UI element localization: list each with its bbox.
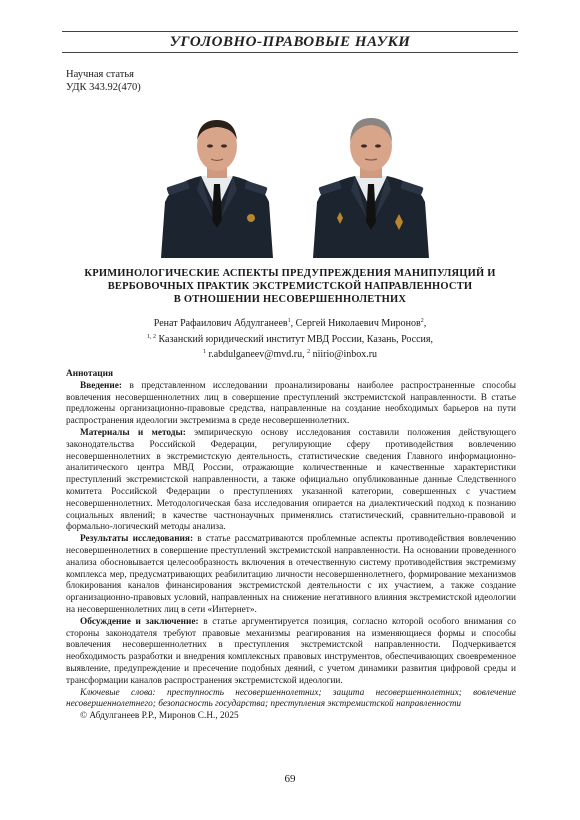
author-1-name: Ренат Рафаилович Абдулганеев [153,318,288,329]
header-rule-top [62,31,518,32]
introduction-text: в представленном исследовании проанализированы наиболее распространенные способы вовлечения несовершеннолетних лиц в совершение преступлений экстремистской направленности. В статье предложены организационно-правовые средства, направленные на создание необходимых барьеров на пути распространения идеологии экстремизма в среде несовершеннолетних. [66,380,517,427]
abstract-results [66,534,516,617]
email-1-sup: 1 [202,349,206,355]
title-line-2: ВЕРБОВОЧНЫХ ПРАКТИК ЭКСТРЕМИСТСКОЙ НАПРАВЛЕННОСТИ [107,281,473,292]
officer-portrait-2 [307,110,435,258]
title-line-3: В ОТНОШЕНИИ НЕСОВЕРШЕННОЛЕТНИХ [173,294,407,305]
email-2[interactable]: niirio@inbox.ru [312,349,378,360]
article-title [70,267,510,306]
copyright: © Абдулганеев Р.Р., Миронов С.Н., 2025 [80,711,239,722]
author-photo-abdulganeev [153,110,281,258]
header-rule-bottom [62,52,518,53]
journal-section-header: УГОЛОВНО-ПРАВОВЫЕ НАУКИ [169,34,411,50]
emails: $^1$ r.abdulganeev@mvd.ru, $^2$ niirio@inbox.ru [202,349,378,360]
author-photo-mironov [307,110,435,258]
udc-code: УДК 343.92(470) [66,82,141,93]
keywords: Ключевые слова: преступность несовершеннолетних; защита несовершеннолетних; вовлечение несовершеннолетнего; безопасность государства; преступления экстремистской направленности [66,687,516,710]
officer-portrait-1 [153,110,281,258]
abstract-methods [66,428,516,534]
email-1[interactable]: r.abdulganeev@mvd.ru [208,349,303,360]
authors-block [70,315,510,362]
email-2-sup: 2 [307,349,311,355]
abstract-discussion [66,617,516,688]
introduction-label: Введение: [80,380,122,391]
affiliation-text: Казанский юридический институт МВД России, Казань, Россия, [158,333,433,345]
results-text: в статье рассматриваются проблемные аспекты противодействия вовлечению несовершеннолетних в совершение преступлений экстремистской направленности. На основании проведенного анализа обосновывается целесообразность включения в отечественную систему противодействия экстремизму комплекса мер, предусматривающих реабилитацию личности несовершеннолетнего, формирование механизмов блокирования каналов финансирования экстремистской деятельности с их участием, а также создание организационно-правовых условий, направленных на снижение негативного влияния экстремистской идеологии на несовершеннолетних лиц в сети «Интернет». [66,534,516,615]
author-1-sup: 1 [287,318,291,324]
results-label: Результаты исследования: [80,534,194,545]
title-line-1: КРИМИНОЛОГИЧЕСКИЕ АСПЕКТЫ ПРЕДУПРЕЖДЕНИЯ МАНИПУЛЯЦИЙ И [84,268,496,279]
abstract-section [66,369,516,723]
methods-label: Материалы и методы: [80,427,186,438]
author-2-sup: 2 [420,318,424,324]
discussion-label: Обсуждение и заключение: [80,616,199,627]
affiliation-sup: 1, 2 [147,333,156,340]
author-names: Ренат Рафаилович Абдулганеев$^1$, Сергей Николаевич Миронов$^2$, [153,318,427,329]
methods-text: эмпирическую основу исследования составили положения действующего законодательства Российской Федерации, регулирующие сферу противодействия вовлечению несовершеннолетних в экстремистскую деятельность, статистические сведения Главного информационно-аналитического центра МВД России, отражающие количественные и качественные характеристики преступлений экстремистской направленности, а также официально опубликованные данные Следственного комитета Российской Федерации о преступлениях указанной категории, совершенных с участием несовершеннолетних. Методологическая база исследования опирается на диалектический подход к познанию социальных явлений; в качестве частнонаучных применялись статистический, сравнительно-правовой и формально-логический методы анализа. [66,427,516,533]
abstract-heading: Аннотация [66,369,114,379]
page-number: 69 [284,773,296,785]
abstract-introduction [66,381,516,428]
affiliation [70,331,510,347]
article-meta [66,68,141,94]
discussion-text: в статье аргументируется позиция, согласно которой особого внимания со стороны законодателя требуют правовые механизмы реагирования на изменяющиеся формы и способы вовлечения несовершеннолетних в преступления экстремистской направленности. Подчеркивается необходимость разработки и внедрения комплексных правовых инструментов, обеспечивающих своевременное выявление, предупреждение и пресечение подобных деяний, с учетом динамики развития цифровой среды и трансформации каналов распространения экстремистской идеологии. [66,616,516,686]
author-2-name: Сергей Николаевич Миронов [295,318,421,329]
article-type: Научная статья [66,69,134,80]
